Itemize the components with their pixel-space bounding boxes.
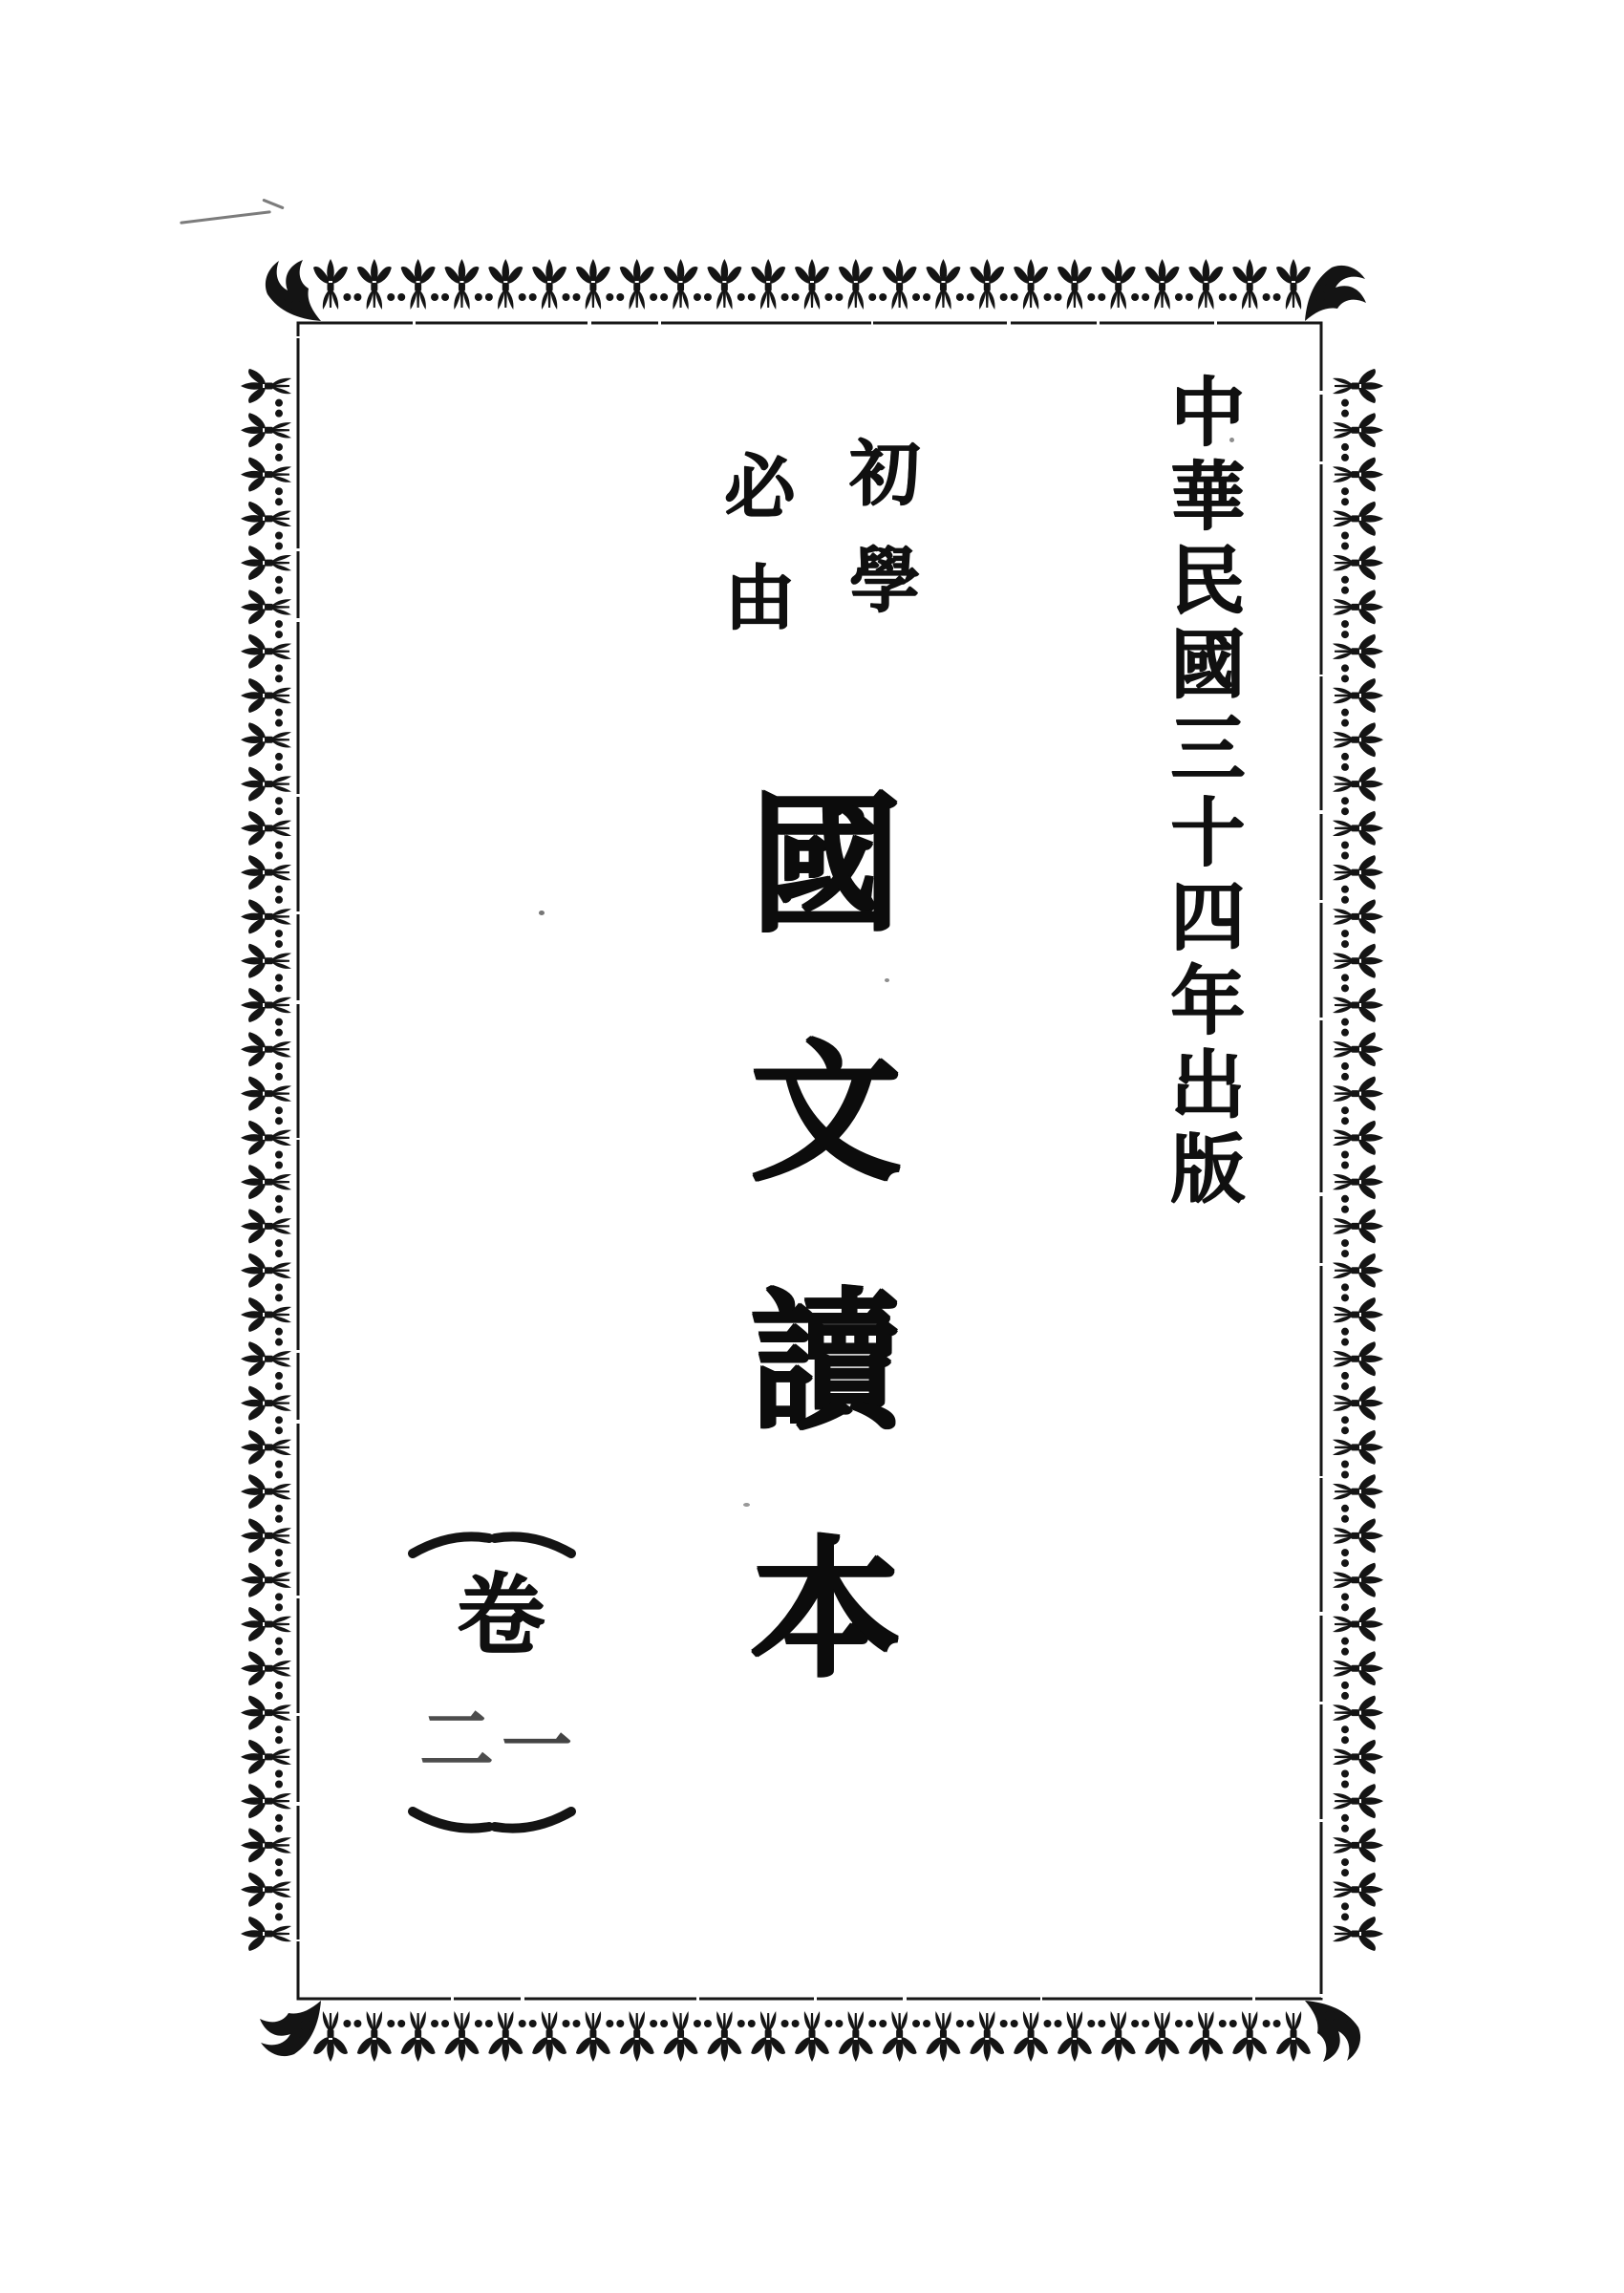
vertical-open-paren-icon xyxy=(405,1525,579,1559)
border-left xyxy=(241,369,291,1951)
subtitle-column-left: 必由 xyxy=(713,449,795,671)
border-bottom xyxy=(313,2011,1311,2062)
border-top xyxy=(313,259,1311,310)
volume-number-second: 二 xyxy=(407,1701,494,1775)
subtitle-column-right: 初學 xyxy=(838,436,920,650)
book-title: 國文讀本 xyxy=(724,783,901,1777)
publication-date-column: 中華民國三十四年出版 xyxy=(1158,373,1245,1213)
volume-label: 卷 xyxy=(442,1568,545,1656)
vertical-close-paren-icon xyxy=(405,1806,579,1840)
border-right xyxy=(1333,369,1383,1951)
volume-number-first: 一 xyxy=(490,1708,572,1779)
ink-speck xyxy=(539,911,545,915)
